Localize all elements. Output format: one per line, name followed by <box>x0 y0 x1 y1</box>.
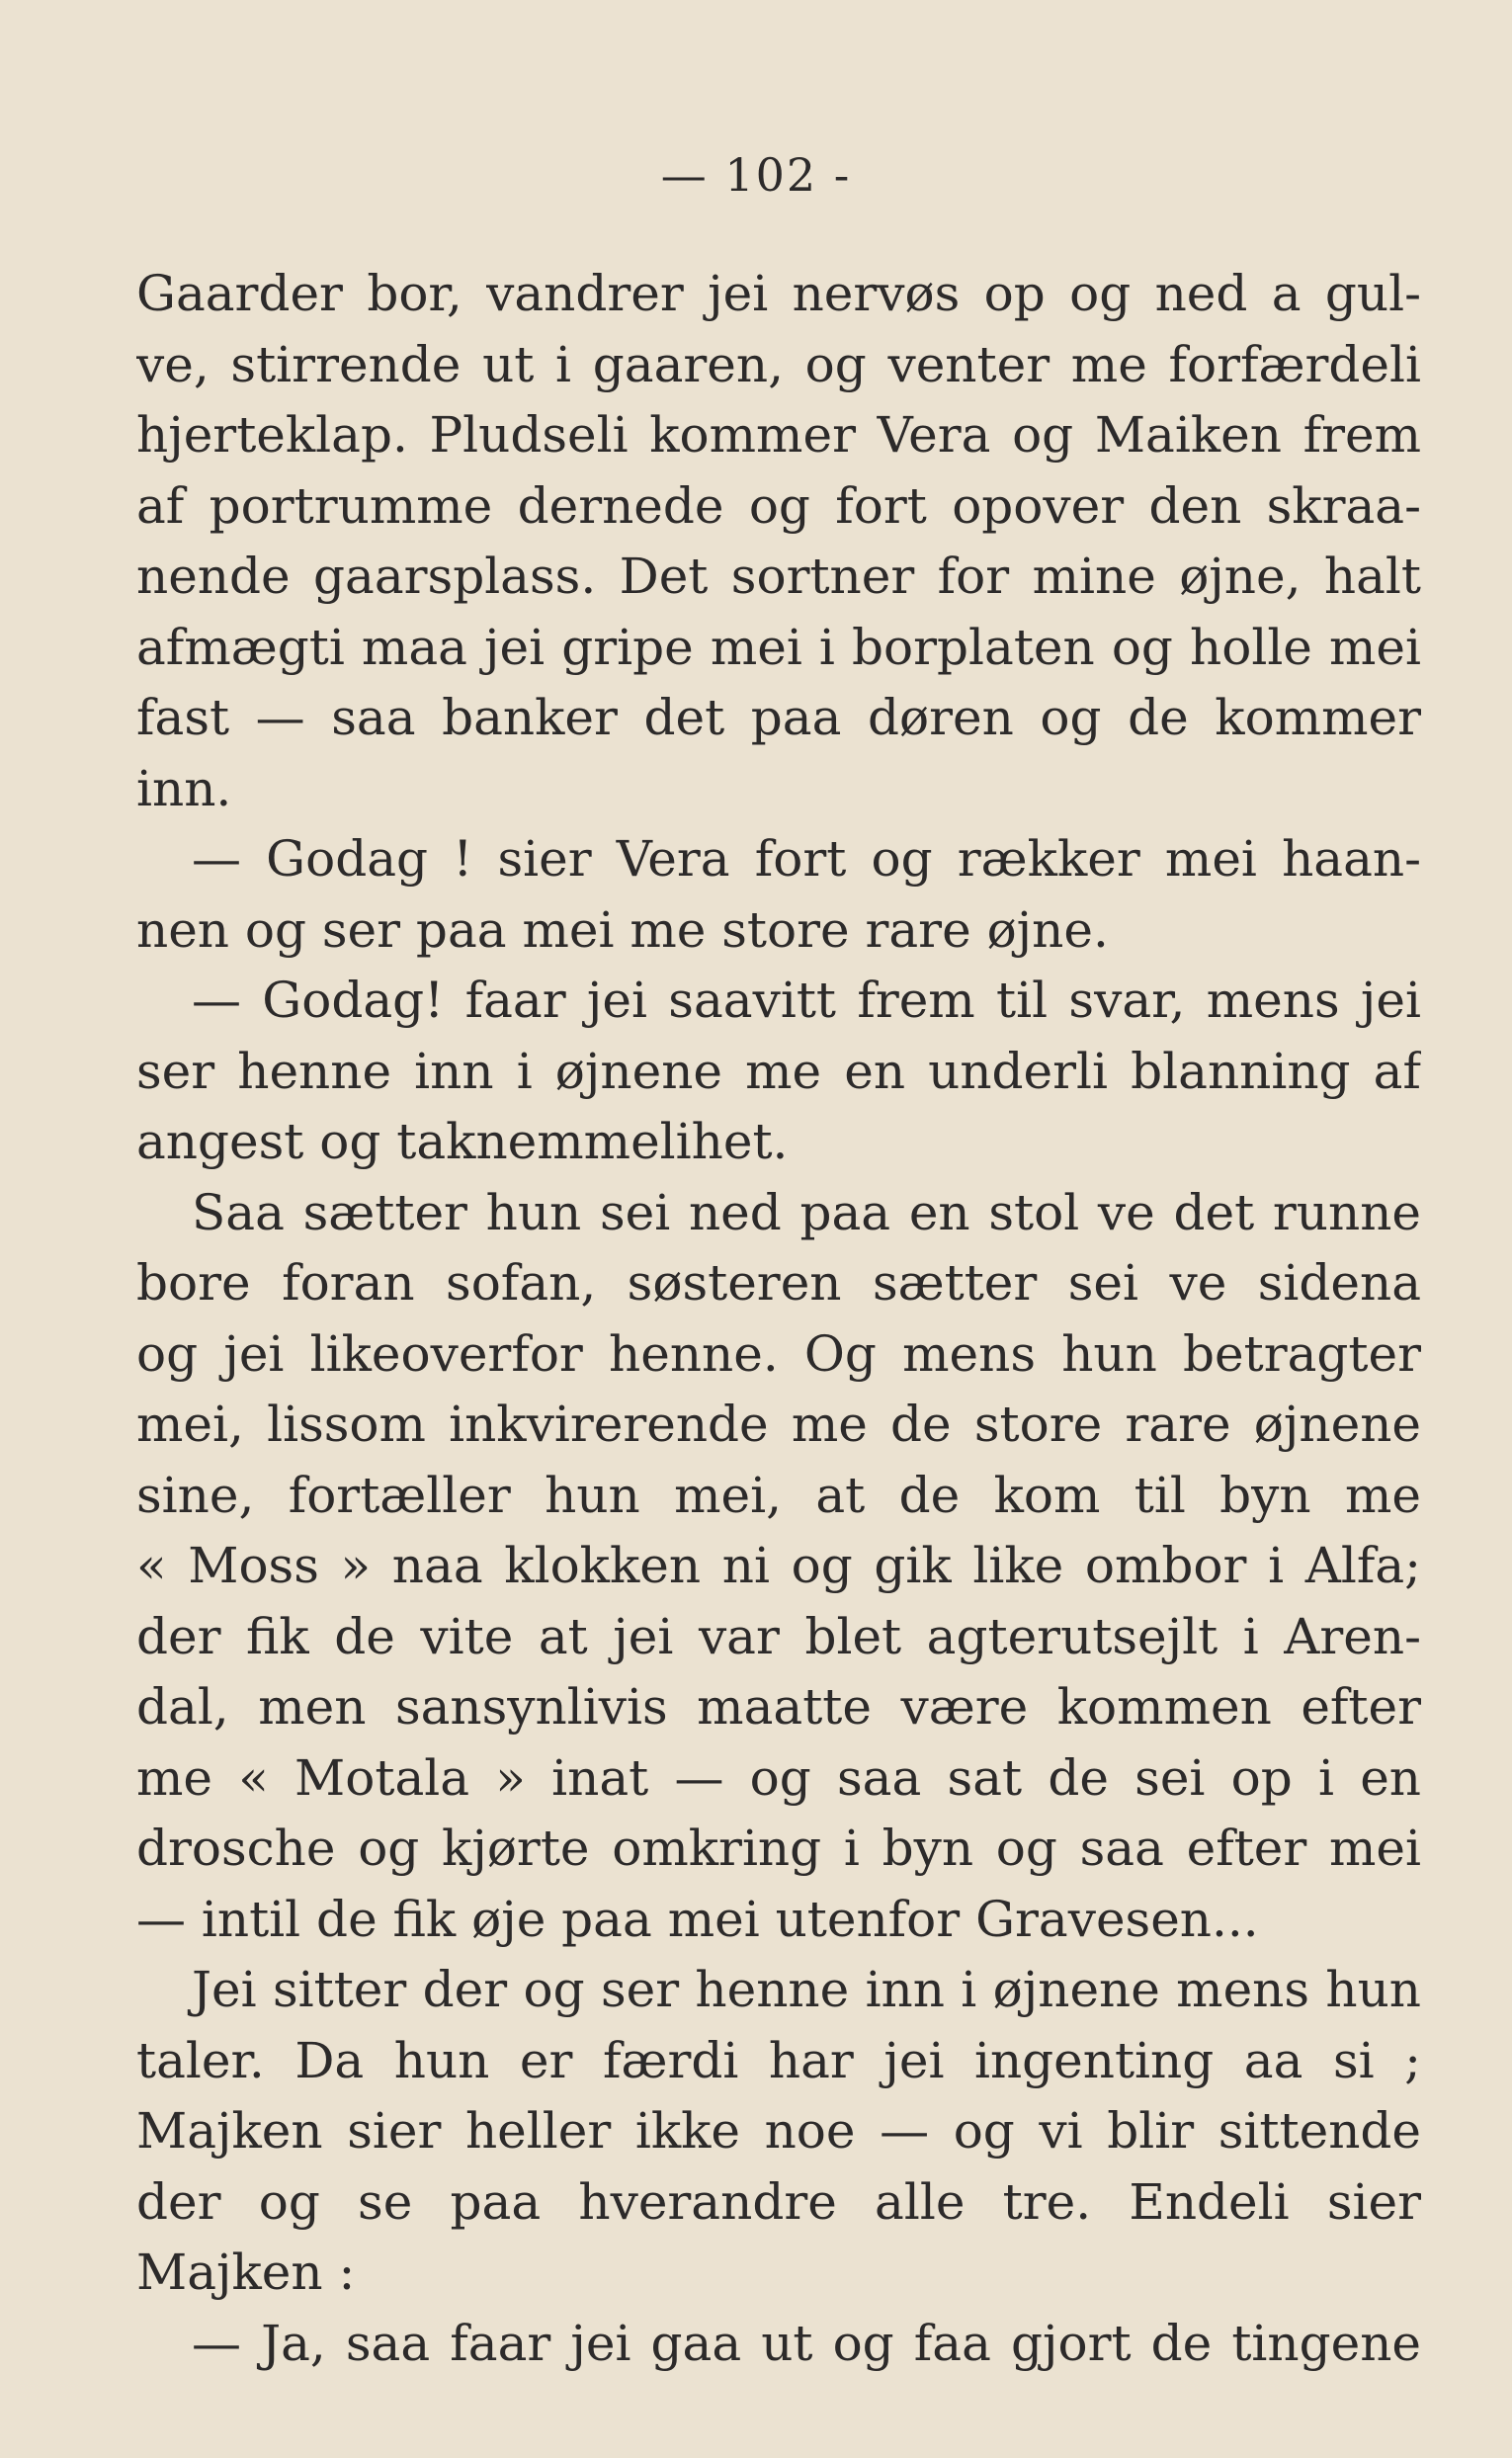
text-line: ser henne inn i øjnene me en underli blanning af <box>136 1042 1421 1100</box>
text-line: ve, stirrende ut i gaaren, og venter me forfærdeli <box>136 335 1421 393</box>
text-line: sine, fortæller hun mei, at de kom til byn me <box>136 1466 1421 1524</box>
text-line: afmægti maa jei gripe mei i borplaten og holle mei <box>136 618 1421 676</box>
text-line: angest og taknemmelihet. <box>136 1113 789 1170</box>
body-text <box>136 259 1421 2379</box>
text-line: Saa sætter hun sei ned paa en stol ve det runne <box>192 1183 1421 1241</box>
text-line: og jei likeoverfor henne. Og mens hun betragter <box>136 1324 1421 1383</box>
text-line: taler. Da hun er færdi har jei ingenting aa si ; <box>136 2031 1421 2089</box>
text-line: — Godag! faar jei saavitt frem til svar, mens jei <box>192 972 1421 1029</box>
text-line: der og se paa hverandre alle tre. Endeli sier <box>136 2172 1421 2231</box>
text-line: « Moss » naa klokken ni og gik like ombor i Alfa; <box>136 1537 1421 1594</box>
text-line: dal, men sansynlivis maatte være kommen efter <box>136 1678 1421 1736</box>
text-line: drosche og kjørte omkring i byn og saa efter mei <box>136 1820 1421 1877</box>
text-line: me « Motala » inat — og saa sat de sei op i en <box>136 1748 1421 1807</box>
text-line: — intil de fik øje paa mei utenfor Gravesen... <box>136 1890 1259 1948</box>
text-line: nen og ser paa mei me store rare øjne. <box>136 900 1109 959</box>
text-line: — Godag ! sier Vera fort og rækker mei haan- <box>192 830 1421 888</box>
text-line: Jei sitter der og ser henne inn i øjnene mens hun <box>192 1961 1421 2018</box>
text-line: fast — saa banker det paa døren og de kommer <box>136 689 1421 746</box>
text-line: af portrumme dernede og fort opover den skraa- <box>136 476 1421 535</box>
page-number: — 102 - <box>660 148 852 202</box>
text-line: nende gaarsplass. Det sortner for mine øjne, halt <box>136 548 1421 605</box>
text-line: inn. <box>136 759 232 817</box>
text-line: Majken sier heller ikke noe — og vi blir sittende <box>136 2102 1421 2160</box>
text-line: Majken : <box>136 2244 356 2301</box>
text-line: bore foran sofan, søsteren sætter sei ve sidena <box>136 1254 1421 1312</box>
text-line: hjerteklap. Pludseli kommer Vera og Maiken frem <box>136 406 1421 464</box>
text-line: — Ja, saa faar jei gaa ut og faa gjort de tingene <box>192 2314 1421 2372</box>
text-line: Gaarder bor, vandrer jei nervøs op og ned a gul- <box>136 265 1421 322</box>
text-line: mei, lissom inkvirerende me de store rare øjnene <box>136 1396 1421 1453</box>
text-line: der fik de vite at jei var blet agterutsejlt i Aren- <box>136 1607 1421 1665</box>
